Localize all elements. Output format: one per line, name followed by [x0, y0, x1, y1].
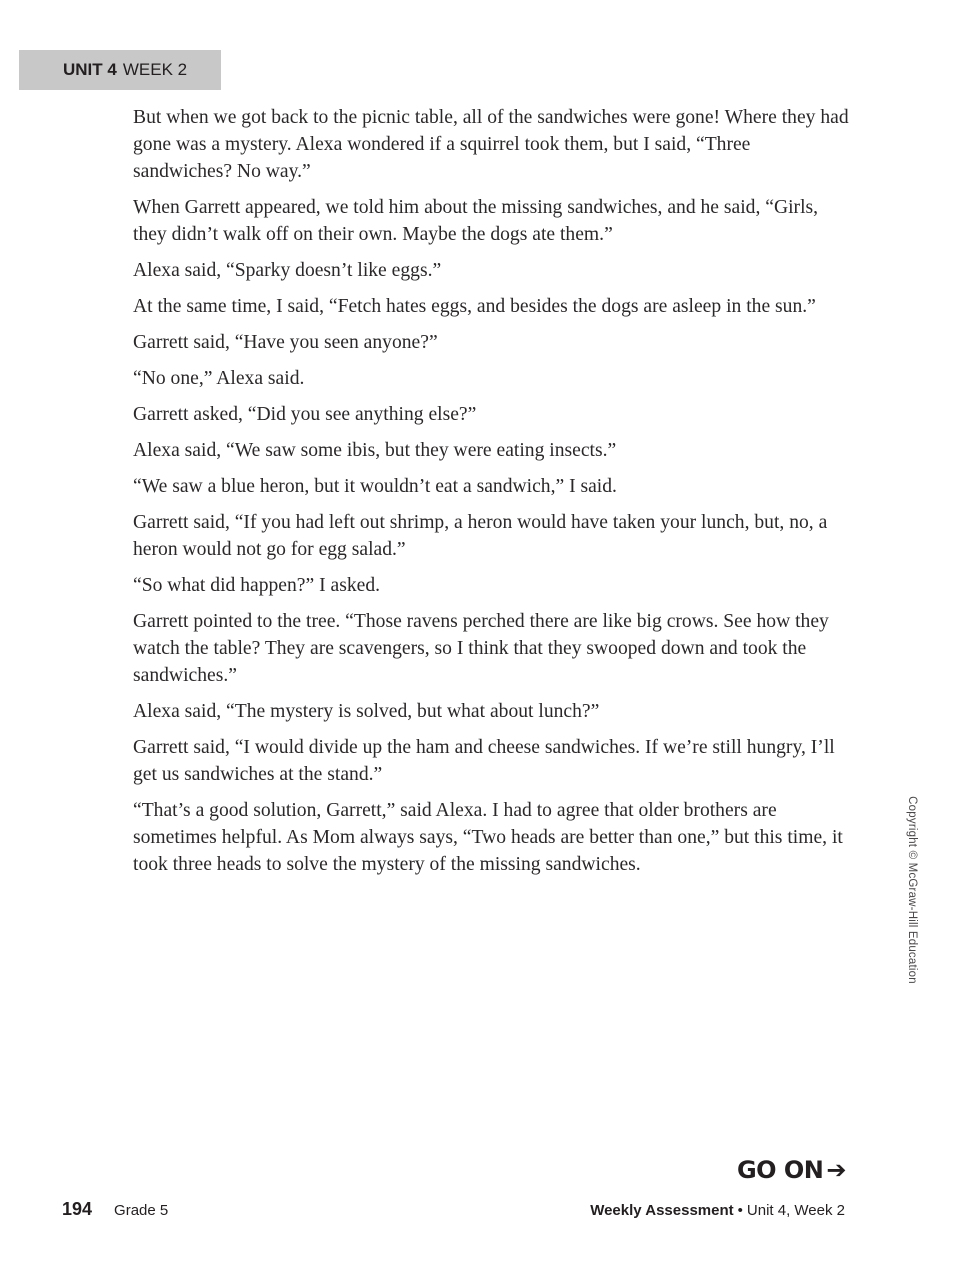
story-paragraph: At the same time, I said, “Fetch hates eggs, and besides the dogs are asleep in the sun.”: [133, 296, 816, 317]
story-paragraph: Alexa said, “Sparky doesn’t like eggs.”: [133, 260, 442, 281]
story-paragraph: Alexa said, “We saw some ibis, but they were eating insects.”: [133, 440, 617, 461]
story-paragraph: Garrett said, “I would divide up the ham and cheese sandwiches. If we’re still hungry, I’ll get us sandwiches at the stand.”: [133, 737, 835, 785]
footer-right: [590, 1202, 845, 1219]
week-label: WEEK 2: [122, 60, 188, 79]
story-text: [133, 104, 849, 887]
story-paragraph: Alexa said, “The mystery is solved, but what about lunch?”: [133, 701, 600, 722]
unit-week-tab: [19, 50, 221, 90]
story-paragraph: When Garrett appeared, we told him about the missing sandwiches, and he said, “Girls, they didn’t walk off on their own. Maybe the dogs ate them.”: [133, 197, 819, 245]
story-paragraph: “No one,” Alexa said.: [133, 368, 305, 389]
page-number: 194: [62, 1199, 93, 1219]
story-paragraph: “We saw a blue heron, but it wouldn’t eat a sandwich,” I said.: [133, 476, 617, 497]
unit-label: UNIT 4: [63, 60, 117, 79]
arrow-right-icon: ➔: [826, 1156, 846, 1184]
assessment-title: Weekly Assessment: [590, 1202, 734, 1219]
footer-left: [62, 1199, 168, 1220]
grade-label: Grade 5: [114, 1202, 169, 1219]
footer-unit-week: Unit 4, Week 2: [746, 1202, 845, 1219]
story-paragraph: “So what did happen?” I asked.: [133, 575, 381, 596]
story-paragraph: Garrett said, “Have you seen anyone?”: [133, 332, 438, 353]
story-paragraph: Garrett said, “If you had left out shrimp, a heron would have taken your lunch, but, no, a heron would not go for egg salad.”: [133, 512, 828, 560]
go-on-indicator: [737, 1155, 846, 1185]
story-paragraph: Garrett pointed to the tree. “Those ravens perched there are like big crows. See how they watch the table? They are scavengers, so I think that they swooped down and took the sandwiches.”: [133, 611, 829, 686]
go-on-label: GO ON: [736, 1156, 824, 1184]
copyright-notice: Copyright © McGraw-Hill Education: [906, 796, 918, 984]
bullet-separator: •: [737, 1202, 743, 1219]
story-paragraph: Garrett asked, “Did you see anything else?”: [133, 404, 477, 425]
story-paragraph: “That’s a good solution, Garrett,” said Alexa. I had to agree that older brothers are sometimes helpful. As Mom always says, “Two heads are better than one,” but this time, it took three heads to solve the mystery of the missing sandwiches.: [133, 800, 843, 875]
story-paragraph: But when we got back to the picnic table, all of the sandwiches were gone! Where they had gone was a mystery. Alexa wondered if a squirrel took them, but I said, “Three sandwiches? No way.”: [133, 107, 849, 182]
